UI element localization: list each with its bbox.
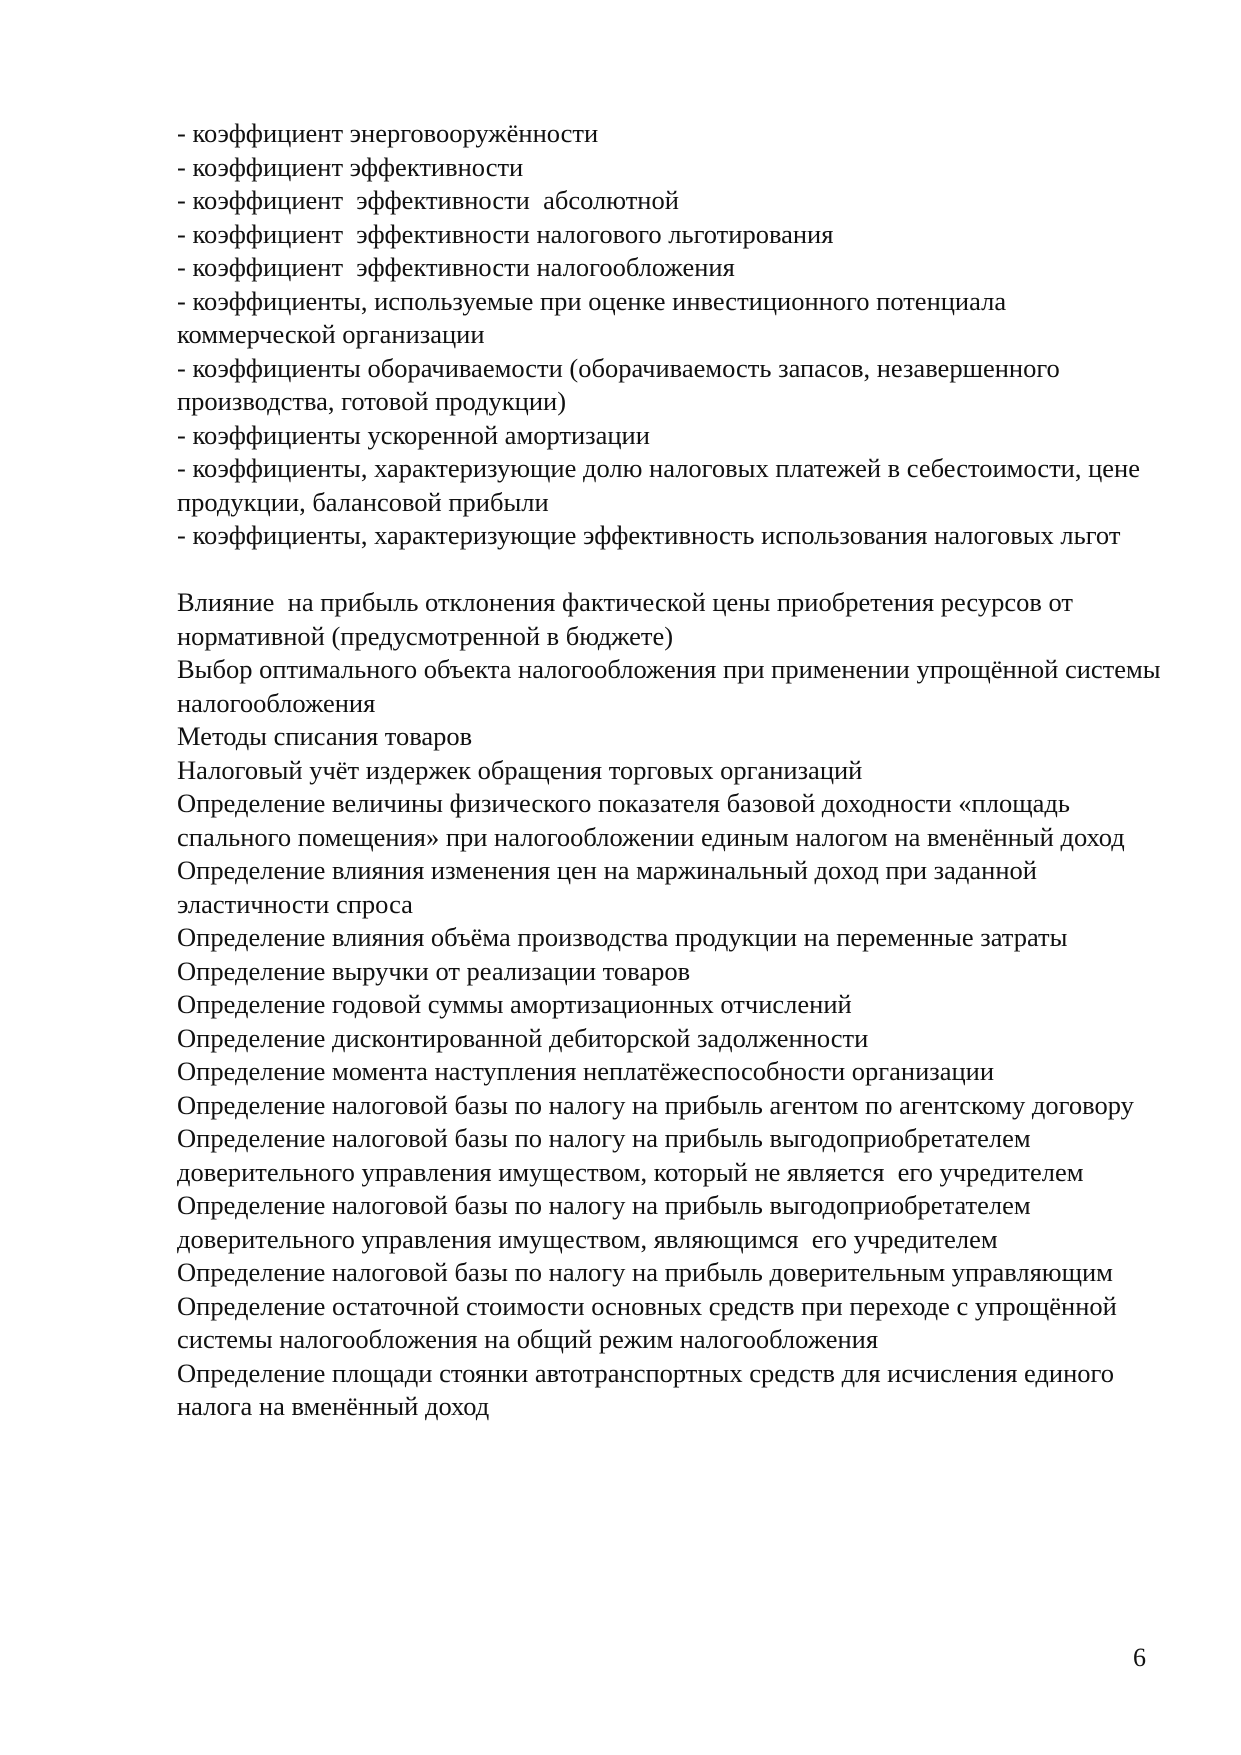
list-item: Определение выручки от реализации товаров (177, 955, 691, 986)
list-item: Влияние на прибыль отклонения фактической цены приобретения ресурсов от нормативной (предусмотренной в бюджете) (177, 587, 1080, 651)
list-item: - коэффициенты ускоренной амортизации (177, 419, 650, 450)
list-item: Методы списания товаров (177, 721, 473, 751)
blank-line (177, 553, 1167, 587)
list-item: Определение годовой суммы амортизационных отчислений (177, 989, 852, 1019)
list-item: Определение налоговой базы по налогу на прибыль агентом по агентскому договору (177, 1089, 1134, 1120)
list-item: Налоговый учёт издержек обращения торговых организаций (177, 754, 863, 785)
list-item: Определение площади стоянки автотранспортных средств для исчисления единого налога на вменённый доход (177, 1357, 1121, 1421)
page-number: 6 (1133, 1643, 1146, 1672)
list-item: Определение влияния объёма производства продукции на переменные затраты (177, 922, 1068, 952)
list-item: Определение момента наступления неплатёжеспособности организации (177, 1056, 995, 1086)
list-item: Определение дисконтированной дебиторской задолженности (177, 1022, 869, 1053)
page-content (177, 117, 1167, 1424)
list-item: - коэффициенты, используемые при оценке инвестиционного потенциала коммерческой организации (177, 285, 1013, 349)
list-item: Определение налоговой базы по налогу на прибыль выгодоприобретателем доверительного управления имуществом, который не является его учредителем (177, 1123, 1084, 1187)
list-item: - коэффициент эффективности налогового льготирования (177, 218, 834, 249)
list-item: Определение влияния изменения цен на маржинальный доход при заданной эластичности спроса (177, 855, 1044, 919)
list-item: - коэффициент эффективности налогообложения (177, 252, 735, 282)
list-item: - коэффициенты, характеризующие долю налоговых платежей в себестоимости, цене продукции, балансовой прибыли (177, 453, 1147, 517)
list-item: - коэффициент эффективности абсолютной (177, 185, 679, 215)
list-item: Определение величины физического показателя базовой доходности «площадь спального помещения» при налогообложении единым налогом на вменённый доход (177, 788, 1125, 852)
list-item: - коэффициент энерговооружённости (177, 118, 599, 148)
list-item: - коэффициент эффективности (177, 151, 524, 182)
list-item: - коэффициенты оборачиваемости (оборачиваемость запасов, незавершенного производства, готовой продукции) (177, 352, 1067, 416)
list-item: Определение остаточной стоимости основных средств при переходе с упрощённой системы налогообложения на общий режим налогообложения (177, 1290, 1124, 1354)
list-item: Выбор оптимального объекта налогообложения при применении упрощённой системы налогообложения (177, 654, 1168, 718)
list-item: Определение налоговой базы по налогу на прибыль выгодоприобретателем доверительного управления имуществом, являющимся его учредителем (177, 1190, 1038, 1254)
list-item: Определение налоговой базы по налогу на прибыль доверительным управляющим (177, 1257, 1113, 1287)
list-item: - коэффициенты, характеризующие эффективность использования налоговых льгот (177, 520, 1121, 550)
